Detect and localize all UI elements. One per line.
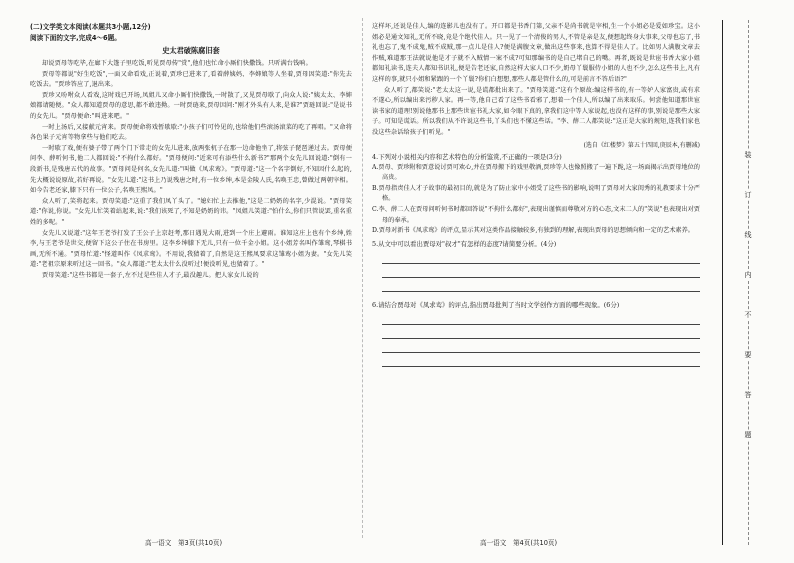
answer-line[interactable] — [382, 264, 700, 278]
article-paragraph: 贾珍又吩咐众人看戏,这时戏已开场,凤姐儿又命小厮们快撒钱,一时散了,又见贾母歇了,向众人说:"姨太太、李婶娘都请随便。"众人都知道贾母的意思,都不敢违拗。一时贾琏来,贾母因问:"刚才外头有人来,是谁?"贾琏回说:"是说书的女先儿。"贾母便命:"叫进来吧。" — [30, 91, 352, 120]
binding-solid-line — [722, 20, 723, 545]
article-title: 史太君破陈腐旧套 — [162, 46, 220, 55]
binding-char: 内 — [742, 270, 754, 280]
article-paragraph: 众人听了,笑将起来。贾母笑道:"这重了我们凤丫头了。"媳妇忙上去推他,"这是二奶奶的名字,少混说。"贾母笑道:"你说,你说。"女先儿忙笑着站起来,说:"我们该死了,不知是奶奶的讳。"凤姐儿笑道:"怕什么,你们只管说罢,重名重姓的多呢。" — [30, 197, 352, 226]
binding-char: 题 — [742, 430, 754, 440]
answer-line[interactable] — [382, 353, 700, 367]
answer-line[interactable] — [382, 311, 700, 325]
article-paragraph: 一时歇了戏,便有婆子带了两个门下常走的女先儿进来,放两张杌子在那一边命他坐了,将弦子琵琶递过去。贾母便问李、薛听何书,他二人都回说:"不拘什么都好。"贾母便问:"近来可有添些什么新书?"那两个女先儿回说道:"倒有一段新书,是残唐五代的故事。"贾母问是何名,女先儿道:"叫做《凤求鸾》。"贾母道:"这一个名字倒好,不知因什么起的,先大概说说原故,若好再说。"女先儿道:"这书上乃说残唐之时,有一位乡绅,本是金陵人氏,名唤王忠,曾做过两朝宰相。如今告老还家,膝下只有一位公子,名唤王熙凤。" — [30, 144, 352, 195]
answer-line[interactable] — [382, 325, 700, 339]
binding-dashed-line — [748, 20, 749, 545]
binding-margin — [716, 0, 794, 563]
article-paragraph: 众人听了,都笑说:"老太太这一说,是谎都批出来了。"贾母笑道:"这有个原故:编这样书的,有一等妒人家富贵,或有求不遂心,所以编出来污秽人家。再一等,他自己看了这些书看邪了,想着一个佳人,所以编了出来取乐。何尝他知道那世宦读书家的道理!别说他那书上那些世宦书礼大家,如今眼下真的,拿我们这中等人家说起,也没有这样的事,别说是那些大家子。可知是谎话。所以我们从不许说这些书,丫头们也不懂这些话。"李、薛二人都笑说:"这正是大家的规矩,连我们家也没这些杂话给孩子们听见。" — [372, 86, 700, 136]
answer-line[interactable] — [382, 250, 700, 264]
answer-line[interactable] — [382, 278, 700, 292]
article-paragraph: 这样坏,还说是佳人,编的连影儿也没有了。开口都是书香门第,父亲不是尚书就是宰相,生一个小姐必是爱如珍宝。这小姐必是通文知礼,无所不晓,竟是个绝代佳人。只一见了一个清俊的男人,不管是亲是友,便想起终身大事来,父母也忘了,书礼也忘了,鬼不成鬼,贼不成贼,那一点儿是佳人?便是满腹文章,做出这些事来,也算不得是佳人了。比如男人满腹文章去作贼,难道那王法就说他是才子就不入贼情一案不成?可知那编书的是自己堵自己的嘴。再者,既说是世宦书香大家小姐都知礼读书,连夫人都知书识礼,便是告老还家,自然这样大家人口不少,奶母丫鬟服侍小姐的人也不少,怎么这些书上,凡有这样的事,就只小姐和紧跟的一个丫鬟?你们白想想,那些人都是管什么的,可是前言不答后语?" — [372, 23, 700, 83]
page-divider — [362, 18, 363, 538]
binding-char: 订 — [742, 190, 754, 200]
left-page — [30, 22, 352, 281]
question-4-stem: 4.下列对小说相关内容和艺术特色的分析鉴赏,不正确的一项是(3分) — [372, 152, 562, 161]
binding-char: 答 — [742, 390, 754, 400]
section-heading: (二)文学类文本阅读(本题共3小题,12分) — [30, 23, 151, 31]
question-6-stem: 6.请结合贾母对《凤求鸾》的评点,指出贾母批判了当时文学创作方面的哪些现象。(6分) — [372, 300, 620, 309]
binding-char: 装 — [742, 150, 754, 160]
article-paragraph: 女先儿又说道:"这年王老爷打发了王公子上京赶考,那日遇见大雨,进到一个庄上避雨。谁知这庄上也有个乡绅,姓李,与王老爷是世交,便留下这公子住在书房里。这李乡绅膝下无儿,只有一位千金小姐。这小姐芳名叫作雏鸾,琴棋书画,无所不通。"贾母忙道:"怪道叫作《凤求鸾》。不用说,我猜着了,自然是这王熙凤要求这雏鸾小姐为妻。"女先儿笑道:"老祖宗原来听过这一回书。"众人都道:"老太太什么没听过!便没听见,也猜着了。" — [30, 229, 352, 269]
question-4-option-a: A.贾母、贾珍附和贾意说讨贾可欢心,并在贾母搬下的戏里敬酒,贾珍等人也像照搬了一遍下跪,这一场面揭示出贾母地位的高贵。 — [372, 163, 700, 182]
question-4-option-b: B.贾母指责佳人才子故事的最初目的,就是为了防止家中小姐受了这些书的影响,说明了贾母对大家闺秀的礼教要求十分严格。 — [372, 184, 700, 203]
answer-line[interactable] — [382, 339, 700, 353]
question-4-option-c: C.李、薛二人在贾母问听何书时都回答说"不拘什么都好",表现出谨慎而尊敬对方的心态,文末二人的"笑说"也表现出对贾母的奉承。 — [372, 205, 700, 224]
article-paragraph: 贾母等都说"好生吃饭",一面又命看戏,正说着,贾珍已进来了,看着薛姨妈、李婶娘等人坐着,贾母因笑道:"你先去吃饭去。"贾珍答应了,退出来。 — [30, 70, 352, 89]
binding-char: 不 — [742, 310, 754, 320]
article-paragraph: 却说贾母等吃毕,在廊下大篷子里吃饭,听见贾母传"赏",他们也忙命小厮们快撒钱。只听满台钱响。 — [42, 60, 312, 67]
question-4-option-d: D.贾母对新书《凤求鸾》的评点,显示其对这类作品接触较多,有独到的理解,表现出贾母的思想倾向和一定的艺术素养。 — [372, 227, 694, 235]
binding-char: 线 — [742, 230, 754, 240]
right-page — [372, 22, 700, 367]
question-5-stem: 5.从文中可以看出贾母对"叔才"有怎样的态度?请简要分析。(4分) — [372, 239, 557, 248]
article-paragraph: 贾母笑道:"这些书都是一套子,左不过是些佳人才子,最没趣儿。把人家女儿说的 — [42, 271, 259, 279]
article-paragraph: 一时上汤后,又接献元宵来。贾母便命将戏暂歇歇:"小孩子们可怜见的,也给他们些滚汤滚菜的吃了再唱。"又命将各色果子元宵等物拿些与他们吃去。 — [30, 123, 352, 142]
binding-char: 要 — [742, 350, 754, 360]
left-page-footer: 高一语文 第3页(共10页) — [145, 539, 223, 547]
reading-instruction: 阅读下面的文字,完成4～6题。 — [30, 34, 121, 42]
article-source: (选自《红楼梦》第五十四回,庚辰本,有删减) — [583, 141, 700, 149]
right-page-footer: 高一语文 第4页(共10页) — [480, 539, 558, 547]
